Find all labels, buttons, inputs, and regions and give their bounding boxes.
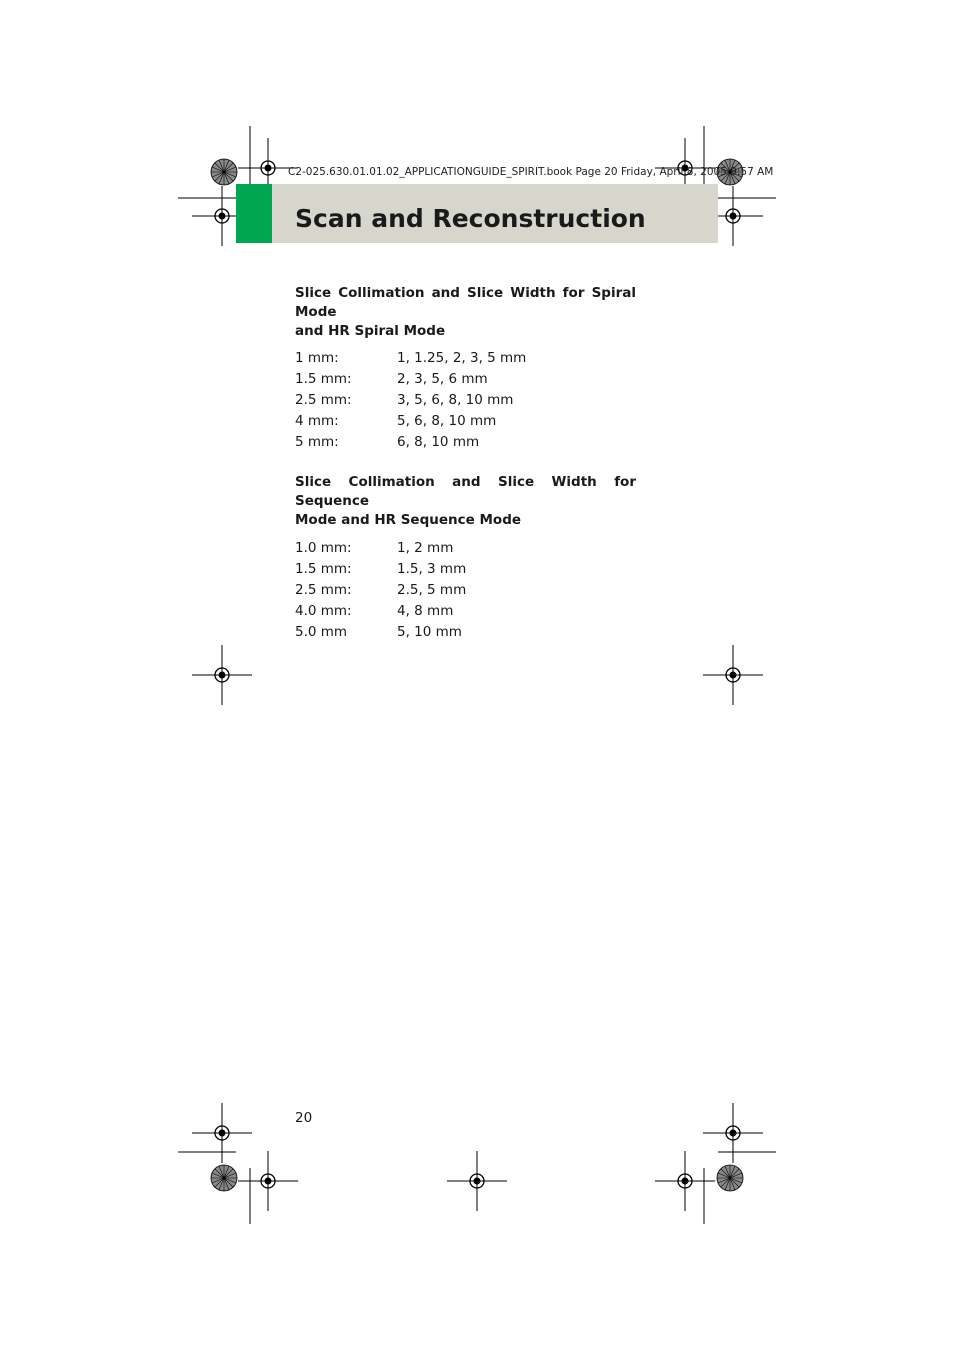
table-row xyxy=(295,559,466,580)
table-row xyxy=(295,432,526,453)
collimation-value: 1.5 mm: xyxy=(295,561,352,577)
sequence-width-table xyxy=(295,538,466,643)
collimation-value: 5.0 mm xyxy=(295,624,348,640)
slice-widths: 4, 8 mm xyxy=(397,603,454,619)
collimation-value: 4.0 mm: xyxy=(295,603,352,619)
collimation-value: 2.5 mm: xyxy=(295,582,352,598)
slice-widths: 3, 5, 6, 8, 10 mm xyxy=(397,392,514,408)
table-row xyxy=(295,538,466,559)
heading-line: and HR Spiral Mode xyxy=(295,323,446,339)
table-row xyxy=(295,348,526,369)
section-heading-spiral xyxy=(295,284,636,341)
table-row xyxy=(295,390,526,411)
slice-widths: 1, 1.25, 2, 3, 5 mm xyxy=(397,350,527,366)
table-row xyxy=(295,411,526,432)
page-number: 20 xyxy=(295,1110,313,1126)
collimation-value: 2.5 mm: xyxy=(295,392,352,408)
table-row xyxy=(295,580,466,601)
slice-widths: 1.5, 3 mm xyxy=(397,561,467,577)
section-heading-sequence xyxy=(295,473,636,530)
collimation-value: 4 mm: xyxy=(295,413,339,429)
slice-widths: 5, 10 mm xyxy=(397,624,462,640)
table-row xyxy=(295,622,466,643)
table-row xyxy=(295,601,466,622)
print-slug: C2-025.630.01.01.02_APPLICATIONGUIDE_SPIRIT.book Page 20 Friday, April 8, 2005 9:57 AM xyxy=(288,166,774,178)
slice-widths: 2, 3, 5, 6 mm xyxy=(397,371,488,387)
spiral-width-table xyxy=(295,348,526,453)
collimation-value: 5 mm: xyxy=(295,434,339,450)
chapter-title: Scan and Reconstruction xyxy=(295,204,646,233)
collimation-value: 1.0 mm: xyxy=(295,540,352,556)
slice-widths: 1, 2 mm xyxy=(397,540,454,556)
heading-line: Slice Collimation and Slice Width for Spiral Mode xyxy=(295,285,636,320)
slice-widths: 6, 8, 10 mm xyxy=(397,434,480,450)
collimation-value: 1.5 mm: xyxy=(295,371,352,387)
slice-widths: 5, 6, 8, 10 mm xyxy=(397,413,497,429)
table-row xyxy=(295,369,526,390)
heading-line: Slice Collimation and Slice Width for Sequence xyxy=(295,474,636,509)
collimation-value: 1 mm: xyxy=(295,350,339,366)
heading-line: Mode and HR Sequence Mode xyxy=(295,512,522,528)
slice-widths: 2.5, 5 mm xyxy=(397,582,467,598)
chapter-accent-tab xyxy=(236,184,272,243)
